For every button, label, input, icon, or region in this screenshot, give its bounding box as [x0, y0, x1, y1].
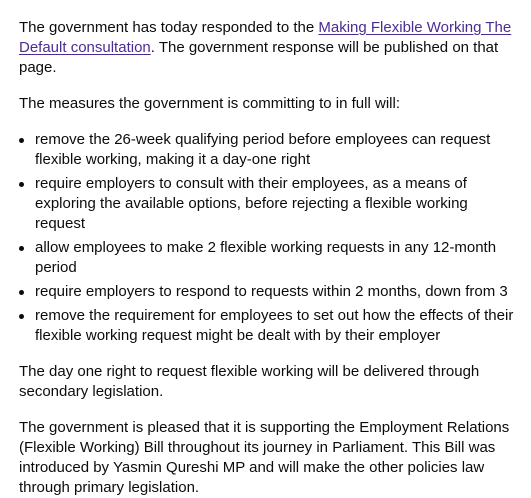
day-one-paragraph: The day one right to request flexible working will be delivered through secondary legislation.: [19, 363, 480, 400]
list-item: require employers to respond to requests within 2 months, down from 3: [35, 282, 519, 302]
intro-text-before-link: The government has today responded to the: [19, 19, 319, 36]
intro-paragraph: [19, 18, 519, 78]
list-item: require employers to consult with their employees, as a means of exploring the available options, before rejecting a flexible working request: [35, 174, 519, 234]
list-item: remove the requirement for employees to set out how the effects of their flexible working request might be dealt with by their employer: [35, 306, 519, 346]
consultation-link[interactable]: Making Flexible Working The Default consultation: [19, 19, 512, 56]
measures-list: [19, 130, 519, 346]
bill-paragraph: The government is pleased that it is supporting the Employment Relations (Flexible Working) Bill throughout its journey in Parliament. This Bill was introduced by Yasmin Qureshi MP and will make the other policies law through primary legislation.: [19, 419, 510, 496]
list-item: allow employees to make 2 flexible working requests in any 12-month period: [35, 238, 519, 278]
intro-text-after-link: . The government response will be published on that page.: [19, 39, 499, 76]
list-item: remove the 26-week qualifying period before employees can request flexible working, making it a day-one right: [35, 130, 519, 170]
measures-intro: The measures the government is committing to in full will:: [19, 95, 400, 112]
